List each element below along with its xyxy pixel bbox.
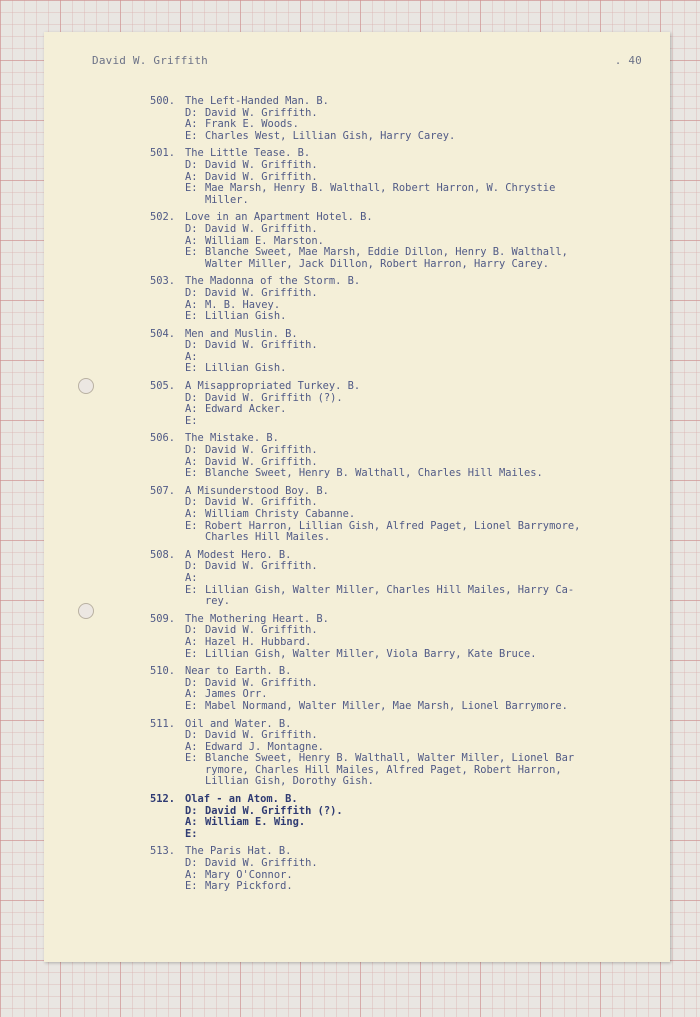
credit-continuation <box>150 596 650 608</box>
credit-text: Lillian Gish. <box>205 362 287 375</box>
credit-text: David W. Griffith (?). <box>205 391 343 404</box>
credit-line <box>150 160 650 172</box>
credit-text: David W. Griffith. <box>205 106 318 119</box>
credit-code: E: <box>185 310 198 323</box>
credit-code: D: <box>185 286 198 299</box>
credit-code: E: <box>185 827 198 840</box>
credit-line <box>150 468 650 480</box>
credit-code: A: <box>185 403 198 416</box>
credit-code: D: <box>185 222 198 235</box>
credit-text: James Orr. <box>205 688 268 701</box>
credit-line <box>150 649 650 661</box>
credit-code: E: <box>185 647 198 660</box>
credit-text: M. B. Havey. <box>205 298 281 311</box>
film-title: The Little Tease. B. <box>185 147 311 160</box>
credit-text: Charles West, Lillian Gish, Harry Carey. <box>205 129 456 142</box>
entry-number: 511. <box>150 717 176 730</box>
entry-number: 502. <box>150 211 176 224</box>
credit-code: E: <box>185 362 198 375</box>
credit-text: David W. Griffith. <box>205 158 318 171</box>
credit-line <box>150 247 650 259</box>
credit-text: Lillian Gish, Walter Miller, Charles Hill Mailes, Harry Ca- <box>205 583 575 596</box>
credit-code: A: <box>185 816 198 829</box>
film-title: Olaf - an Atom. B. <box>185 793 298 806</box>
credit-line <box>150 637 650 649</box>
credit-text: Robert Harron, Lillian Gish, Alfred Paget, Lionel Barrymore, <box>205 519 581 532</box>
film-entry <box>150 381 650 427</box>
credit-text: David W. Griffith. <box>205 676 318 689</box>
film-title: The Mistake. B. <box>185 432 279 445</box>
entry-number: 513. <box>150 845 176 858</box>
credit-text: David W. Griffith. <box>205 560 318 573</box>
credit-text: Mary Pickford. <box>205 880 293 893</box>
entry-number: 503. <box>150 275 176 288</box>
film-entry <box>150 666 650 712</box>
credit-text: Lillian Gish, Dorothy Gish. <box>205 775 374 788</box>
credit-code: D: <box>185 857 198 870</box>
credit-line <box>150 363 650 375</box>
credit-text: William Christy Cabanne. <box>205 508 356 520</box>
credit-code: E: <box>185 129 198 142</box>
entry-number: 507. <box>150 484 176 497</box>
author-name: David W. Griffith <box>92 54 208 67</box>
credit-text: Lillian Gish, Walter Miller, Viola Barry, Kate Bruce. <box>205 647 537 660</box>
credit-code: A: <box>185 571 198 584</box>
credit-code: D: <box>185 339 198 352</box>
film-title: A Misappropriated Turkey. B. <box>185 380 361 393</box>
credit-code: D: <box>185 560 198 573</box>
credit-code: A: <box>185 350 198 363</box>
entry-number: 506. <box>150 432 176 445</box>
film-entry <box>150 148 650 206</box>
credit-line <box>150 881 650 893</box>
credit-code: A: <box>185 298 198 311</box>
credit-text: David W. Griffith. <box>205 729 318 742</box>
film-title: Love in an Apartment Hotel. B. <box>185 211 373 224</box>
film-title: The Left-Handed Man. B. <box>185 95 329 107</box>
credit-line <box>150 131 650 143</box>
credit-code: E: <box>185 583 198 596</box>
credit-line <box>150 340 650 352</box>
film-entry <box>150 550 650 608</box>
entry-heading <box>150 96 650 108</box>
entry-heading <box>150 666 650 678</box>
credit-code: E: <box>185 519 198 532</box>
entry-number: 505. <box>150 380 176 393</box>
credit-code: A: <box>185 234 198 247</box>
credit-code: D: <box>185 391 198 404</box>
entry-number: 500. <box>150 95 176 107</box>
credit-line <box>150 445 650 457</box>
credit-text: rymore, Charles Hill Mailes, Alfred Paget, Robert Harron, <box>205 763 562 776</box>
credit-line <box>150 858 650 870</box>
credit-text: Charles Hill Mailes. <box>205 531 331 544</box>
credit-code: A: <box>185 740 198 753</box>
credit-text: Mary O'Connor. <box>205 868 293 881</box>
credit-code: D: <box>185 676 198 689</box>
film-entry <box>150 433 650 479</box>
credit-code: D: <box>185 444 198 457</box>
credit-line <box>150 224 650 236</box>
page-number: . 40 <box>614 54 642 67</box>
credit-line <box>150 288 650 300</box>
credit-text: Edward Acker. <box>205 403 287 416</box>
entry-number: 504. <box>150 327 176 340</box>
credit-code: E: <box>185 246 198 259</box>
credit-code: D: <box>185 729 198 742</box>
credit-text: David W. Griffith. <box>205 444 318 457</box>
credit-text: Blanche Sweet, Mae Marsh, Eddie Dillon, Henry B. Walthall, <box>205 246 568 259</box>
credit-text: William E. Marston. <box>205 234 324 247</box>
film-title: The Paris Hat. B. <box>185 845 292 858</box>
credit-text: David W. Griffith. <box>205 222 318 235</box>
credit-text: David W. Griffith. <box>205 624 318 637</box>
film-entry <box>150 212 650 270</box>
credit-text: Blanche Sweet, Henry B. Walthall, Walter Miller, Lionel Bar <box>205 752 575 765</box>
film-entry <box>150 614 650 660</box>
entry-number: 512. <box>150 793 176 806</box>
film-title: The Madonna of the Storm. B. <box>185 275 361 288</box>
credit-line <box>150 829 650 841</box>
credit-line <box>150 817 650 829</box>
credit-text: David W. Griffith. <box>205 170 318 183</box>
entry-number: 508. <box>150 548 176 561</box>
film-entry <box>150 486 650 544</box>
film-title: A Modest Hero. B. <box>185 548 292 561</box>
credit-code: A: <box>185 170 198 183</box>
credit-code: A: <box>185 118 198 131</box>
credit-text: Mae Marsh, Henry B. Walthall, Robert Harron, W. Chrystie <box>205 182 556 195</box>
credit-continuation <box>150 259 650 271</box>
credit-code: A: <box>185 868 198 881</box>
credit-code: E: <box>185 414 198 427</box>
credit-text: rey. <box>205 595 231 608</box>
film-title: Oil and Water. B. <box>185 717 292 730</box>
credit-continuation <box>150 776 650 788</box>
typed-page <box>44 32 670 962</box>
credit-text: David W. Griffith. <box>205 339 318 352</box>
credit-text: Walter Miller, Jack Dillon, Robert Harron, Harry Carey. <box>205 257 550 270</box>
credit-code: E: <box>185 182 198 195</box>
entry-heading <box>150 794 650 806</box>
film-entry <box>150 719 650 789</box>
film-title: Near to Earth. B. <box>185 665 292 678</box>
entry-number: 501. <box>150 147 176 160</box>
credit-code: A: <box>185 508 198 520</box>
punch-hole <box>78 378 94 394</box>
punch-hole <box>78 603 94 619</box>
credit-line <box>150 701 650 713</box>
credit-code: A: <box>185 635 198 648</box>
credit-text: David W. Griffith. <box>205 286 318 299</box>
credit-code: E: <box>185 467 198 480</box>
credit-code: A: <box>185 455 198 468</box>
credit-text: Lillian Gish. <box>205 310 287 323</box>
filmography-list <box>150 96 650 899</box>
credit-line <box>150 573 650 585</box>
credit-line <box>150 509 650 521</box>
credit-code: D: <box>185 804 198 817</box>
credit-code: E: <box>185 699 198 712</box>
film-title: A Misunderstood Boy. B. <box>185 484 329 497</box>
entry-heading <box>150 381 650 393</box>
entry-number: 510. <box>150 665 176 678</box>
credit-line <box>150 561 650 573</box>
credit-text: Miller. <box>205 193 249 206</box>
credit-code: D: <box>185 158 198 171</box>
credit-text: David W. Griffith. <box>205 857 318 870</box>
credit-code: D: <box>185 496 198 509</box>
credit-text: David W. Griffith. <box>205 455 318 468</box>
credit-line <box>150 404 650 416</box>
credit-line <box>150 183 650 195</box>
credit-continuation <box>150 195 650 207</box>
film-title: Men and Muslin. B. <box>185 327 298 340</box>
credit-code: E: <box>185 880 198 893</box>
credit-code: A: <box>185 688 198 701</box>
credit-text: William E. Wing. <box>205 816 306 829</box>
credit-text: Blanche Sweet, Henry B. Walthall, Charles Hill Mailes. <box>205 467 543 480</box>
credit-text: David W. Griffith (?). <box>205 804 343 817</box>
credit-line <box>150 416 650 428</box>
credit-code: E: <box>185 752 198 765</box>
credit-text: Mabel Normand, Walter Miller, Mae Marsh, Lionel Barrymore. <box>205 699 568 712</box>
credit-code: D: <box>185 624 198 637</box>
credit-line <box>150 311 650 323</box>
film-entry <box>150 276 650 322</box>
credit-text: Frank E. Woods. <box>205 118 299 131</box>
credit-code: D: <box>185 106 198 119</box>
film-entry <box>150 846 650 892</box>
credit-continuation <box>150 532 650 544</box>
credit-text: Hazel H. Hubbard. <box>205 635 312 648</box>
page-header <box>92 54 642 68</box>
film-entry <box>150 329 650 375</box>
credit-text: Edward J. Montagne. <box>205 740 324 753</box>
film-entry <box>150 96 650 142</box>
film-entry <box>150 794 650 840</box>
credit-text: David W. Griffith. <box>205 496 318 509</box>
entry-number: 509. <box>150 612 176 625</box>
credit-line <box>150 730 650 742</box>
film-title: The Mothering Heart. B. <box>185 612 329 625</box>
